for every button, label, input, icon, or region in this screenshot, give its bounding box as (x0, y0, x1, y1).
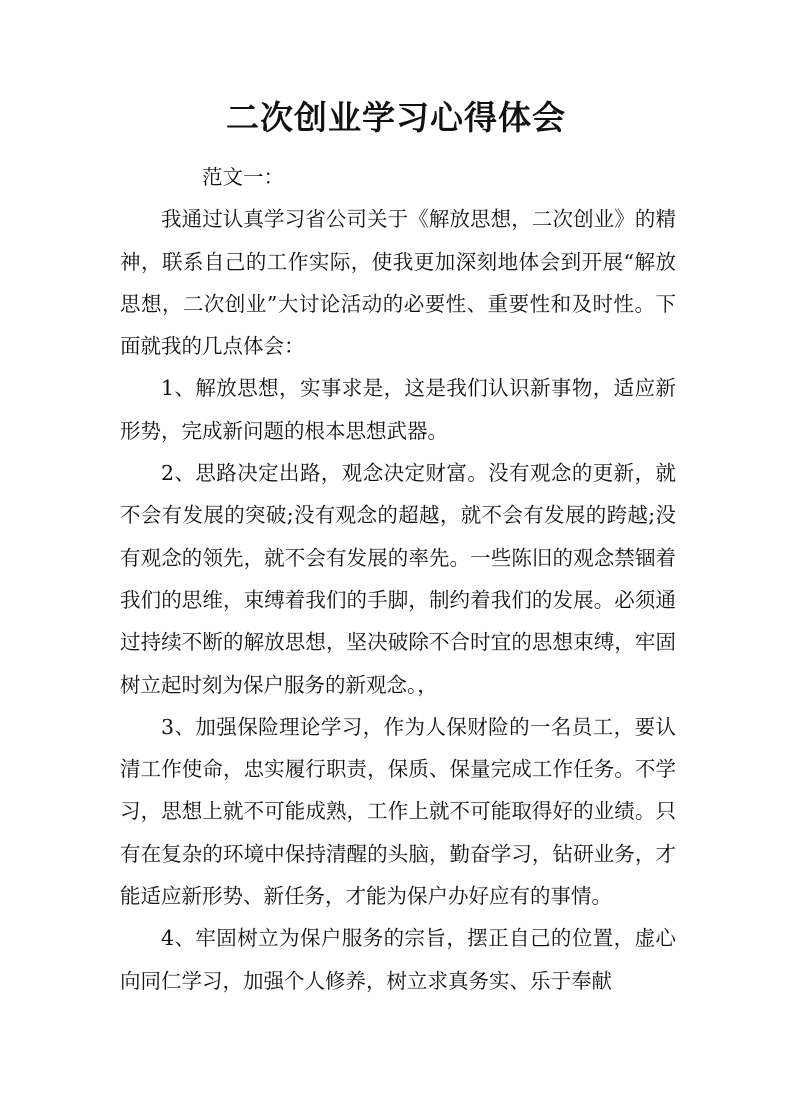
document-body (120, 156, 676, 1002)
paragraph-point-4: 4、牢固树立为保户服务的宗旨，摆正自己的位置，虚心向同仁学习，加强个人修养，树立求真务实、乐于奉献 (120, 926, 676, 993)
paragraph-intro: 我通过认真学习省公司关于《解放思想，二次创业》的精神，联系自己的工作实际，使我更加深刻地体会到开展“解放思想，二次创业”大讨论活动的必要性、重要性和及时性。下面就我的几点体会： (120, 207, 676, 359)
paragraph-sample-label: 范文一： (202, 165, 284, 189)
paragraph-point-3: 3、加强保险理论学习，作为人保财险的一名员工，要认清工作使命，忠实履行职责，保质、保量完成工作任务。不学习，思想上就不可能成熟，工作上就不可能取得好的业绩。只有在复杂的环境中保持清醒的头脑，勤奋学习，钻研业务，才能适应新形势、新任务，才能为保户办好应有的事情。 (120, 714, 676, 909)
paragraph-point-1: 1、解放思想，实事求是，这是我们认识新事物，适应新形势，完成新问题的根本思想武器。 (120, 376, 676, 443)
paragraph-point-2: 2、思路决定出路，观念决定财富。没有观念的更新，就不会有发展的突破;没有观念的超越，就不会有发展的跨越;没有观念的领先，就不会有发展的率先。一些陈旧的观念禁锢着我们的思维，束缚着我们的手脚，制约着我们的发展。必须通过持续不断的解放思想，坚决破除不合时宜的思想束缚，牢固树立起时刻为保户服务的新观念。， (120, 461, 676, 697)
document-title: 二次创业学习心得体会 (226, 98, 566, 137)
